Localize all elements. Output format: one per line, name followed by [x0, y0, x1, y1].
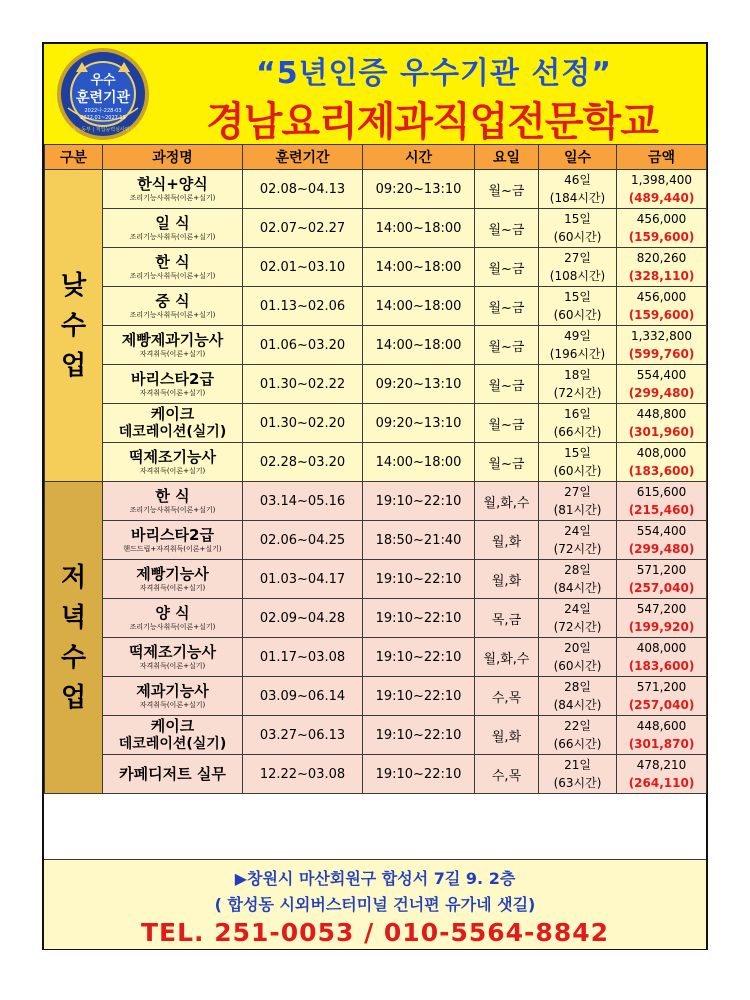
- duration-cell: [539, 248, 617, 287]
- training-period: 01.30~02.20: [243, 404, 363, 443]
- self-pay-price: (489,440): [628, 191, 695, 205]
- duration-days: 49일: [564, 329, 591, 343]
- class-time: 09:20~13:10: [363, 365, 475, 404]
- duration-cell: [539, 521, 617, 560]
- svg-text:훈련기관: 훈련기관: [75, 90, 131, 106]
- training-period: 03.14~05.16: [243, 482, 363, 521]
- class-weekday: 월,화: [475, 521, 539, 560]
- daytime-classes-label: [45, 170, 103, 482]
- course-name: 제과기능사: [136, 682, 209, 700]
- duration-cell: [539, 482, 617, 521]
- table-row: [45, 482, 707, 521]
- course-name-cell: [103, 365, 243, 404]
- duration-days: 46일: [564, 173, 591, 187]
- table-row: [45, 677, 707, 716]
- duration-cell: [539, 365, 617, 404]
- class-time: 14:00~18:00: [363, 209, 475, 248]
- class-time: 14:00~18:00: [363, 443, 475, 482]
- training-period: 01.30~02.22: [243, 365, 363, 404]
- self-pay-price: (159,600): [628, 308, 695, 322]
- duration-cell: [539, 560, 617, 599]
- class-weekday: 월~금: [475, 443, 539, 482]
- duration-cell: [539, 716, 617, 755]
- class-weekday: 월~금: [475, 365, 539, 404]
- duration-days: 20일: [564, 641, 591, 655]
- course-price: 408,000: [636, 641, 687, 655]
- table-row: [45, 170, 707, 209]
- course-name-cell: [103, 677, 243, 716]
- self-pay-price: (159,600): [628, 230, 695, 244]
- duration-cell: [539, 443, 617, 482]
- duration-days: 24일: [564, 524, 591, 538]
- group-label-char: 녁: [60, 602, 87, 633]
- course-name: 제빵기능사: [136, 565, 209, 583]
- price-cell: [617, 755, 707, 794]
- duration-days: 15일: [564, 446, 591, 460]
- course-name: 바리스타2급: [131, 526, 214, 544]
- course-name-cell: [103, 755, 243, 794]
- svg-text:우수: 우수: [90, 73, 116, 88]
- price-cell: [617, 560, 707, 599]
- duration-hours: (60시간): [553, 659, 602, 673]
- duration-hours: (81시간): [553, 503, 602, 517]
- course-name: 중 식: [155, 292, 190, 310]
- class-weekday: 수,목: [475, 677, 539, 716]
- header-period: 훈련기간: [243, 145, 363, 170]
- course-name: 한식+양식: [137, 175, 208, 193]
- course-name: 카페디저트 실무: [119, 765, 226, 783]
- duration-cell: [539, 287, 617, 326]
- course-price: 1,398,400: [630, 173, 693, 187]
- group-label-char: 낮: [60, 270, 87, 301]
- course-schedule-table: [44, 144, 707, 794]
- class-time: 19:10~22:10: [363, 599, 475, 638]
- class-weekday: 월,화: [475, 716, 539, 755]
- duration-hours: (60시간): [553, 230, 602, 244]
- course-note: 조리기능사취득(이론+실기): [129, 506, 216, 514]
- duration-hours: (66시간): [553, 737, 602, 751]
- course-name-cell: [103, 560, 243, 599]
- price-cell: [617, 287, 707, 326]
- training-period: 02.06~04.25: [243, 521, 363, 560]
- price-cell: [617, 209, 707, 248]
- duration-days: 27일: [564, 485, 591, 499]
- self-pay-price: (257,040): [628, 581, 695, 595]
- course-name-cell: [103, 638, 243, 677]
- duration-hours: (72시간): [553, 386, 602, 400]
- training-period: 01.17~03.08: [243, 638, 363, 677]
- self-pay-price: (215,460): [628, 503, 695, 517]
- group-label-char: 수: [60, 310, 87, 341]
- price-cell: [617, 599, 707, 638]
- svg-text:2022나-228-03: 2022나-228-03: [84, 108, 122, 114]
- course-name-cell: [103, 248, 243, 287]
- class-time: 09:20~13:10: [363, 170, 475, 209]
- self-pay-price: (183,600): [628, 659, 695, 673]
- duration-cell: [539, 326, 617, 365]
- course-name-line2: 데코레이션(실기): [118, 736, 227, 752]
- table-row: [45, 326, 707, 365]
- duration-hours: (60시간): [553, 464, 602, 478]
- table-row: [45, 560, 707, 599]
- duration-days: 21일: [564, 758, 591, 772]
- training-period: 01.06~03.20: [243, 326, 363, 365]
- address-line: ▶창원시 마산회원구 합성서 7길 9. 2층: [234, 869, 516, 888]
- course-note: 핸드드립+자격취득(이론+실기): [123, 545, 222, 553]
- duration-hours: (72시간): [553, 542, 602, 556]
- class-time: 19:10~22:10: [363, 755, 475, 794]
- self-pay-price: (301,960): [628, 425, 695, 439]
- course-name-cell: [103, 599, 243, 638]
- table-row: [45, 521, 707, 560]
- price-cell: [617, 404, 707, 443]
- self-pay-price: (301,870): [628, 737, 695, 751]
- self-pay-price: (199,920): [628, 620, 695, 634]
- duration-days: 27일: [564, 251, 591, 265]
- course-price: 571,200: [636, 680, 687, 694]
- course-price: 571,200: [636, 563, 687, 577]
- self-pay-price: (599,760): [628, 347, 695, 361]
- group-label-char: 저: [60, 562, 87, 593]
- duration-cell: [539, 404, 617, 443]
- course-price: 456,000: [636, 290, 687, 304]
- training-period: 02.09~04.28: [243, 599, 363, 638]
- class-time: 18:50~21:40: [363, 521, 475, 560]
- table-row: [45, 599, 707, 638]
- course-name-cell: [103, 326, 243, 365]
- self-pay-price: (183,600): [628, 464, 695, 478]
- table-body: [45, 170, 707, 794]
- table-row: [45, 404, 707, 443]
- course-note: 자격취득(이론+실기): [139, 584, 206, 592]
- class-time: 19:10~22:10: [363, 482, 475, 521]
- price-cell: [617, 716, 707, 755]
- course-price: 1,332,800: [630, 329, 693, 343]
- course-name: 일 식: [155, 214, 190, 232]
- course-name: 한 식: [155, 487, 190, 505]
- course-note: 자격취득(이론+실기): [139, 662, 206, 670]
- course-name: 떡제조기능사: [129, 643, 216, 661]
- training-period: 03.09~06.14: [243, 677, 363, 716]
- table-row: [45, 638, 707, 677]
- training-period: 02.07~02.27: [243, 209, 363, 248]
- class-weekday: 월~금: [475, 326, 539, 365]
- duration-days: 28일: [564, 680, 591, 694]
- header-category: 구분: [45, 145, 103, 170]
- course-name-cell: [103, 482, 243, 521]
- course-name: 제빵제과기능사: [121, 331, 224, 349]
- duration-hours: (108시간): [549, 269, 606, 283]
- course-name-cell: [103, 170, 243, 209]
- price-cell: [617, 365, 707, 404]
- duration-days: 16일: [564, 407, 591, 421]
- duration-days: 24일: [564, 602, 591, 616]
- course-name: 케이크: [150, 717, 195, 735]
- table-row: [45, 716, 707, 755]
- header-weekday: 요일: [475, 145, 539, 170]
- duration-cell: [539, 755, 617, 794]
- table-row: [45, 209, 707, 248]
- course-name-cell: [103, 521, 243, 560]
- duration-hours: (196시간): [549, 347, 606, 361]
- price-cell: [617, 326, 707, 365]
- header-days: 일수: [539, 145, 617, 170]
- class-time: 19:10~22:10: [363, 677, 475, 716]
- course-note: 조리기능사취득(이론+실기): [129, 194, 216, 202]
- price-cell: [617, 677, 707, 716]
- price-cell: [617, 521, 707, 560]
- table-row: [45, 248, 707, 287]
- class-weekday: 월~금: [475, 170, 539, 209]
- training-period: 02.28~03.20: [243, 443, 363, 482]
- duration-hours: (184시간): [549, 191, 606, 205]
- duration-hours: (60시간): [553, 308, 602, 322]
- table-row: [45, 287, 707, 326]
- class-weekday: 월~금: [475, 287, 539, 326]
- course-name: 케이크: [150, 405, 195, 423]
- duration-cell: [539, 170, 617, 209]
- course-note: 조리기능사취득(이론+실기): [129, 623, 216, 631]
- table-row: [45, 443, 707, 482]
- evening-classes-label: [45, 482, 103, 794]
- self-pay-price: (299,480): [628, 542, 695, 556]
- self-pay-price: (257,040): [628, 698, 695, 712]
- price-cell: [617, 170, 707, 209]
- duration-hours: (63시간): [553, 776, 602, 790]
- class-weekday: 목,금: [475, 599, 539, 638]
- duration-cell: [539, 638, 617, 677]
- course-name-line2: 데코레이션(실기): [118, 424, 227, 440]
- course-price: 554,400: [636, 524, 687, 538]
- header-price: 금액: [617, 145, 707, 170]
- course-price: 547,200: [636, 602, 687, 616]
- price-cell: [617, 482, 707, 521]
- course-note: 자격취득(이론+실기): [139, 701, 206, 709]
- address-landmark: ( 합성동 시외버스터미널 건너편 유가네 샛길): [214, 895, 536, 914]
- course-note: 조리기능사취득(이론+실기): [129, 233, 216, 241]
- svg-text:고용노동부 | 직업능력심사평가원: 고용노동부 | 직업능력심사평가원: [66, 127, 140, 133]
- price-cell: [617, 638, 707, 677]
- class-weekday: 월~금: [475, 248, 539, 287]
- course-name: 양 식: [155, 604, 190, 622]
- course-note: 조리기능사취득(이론+실기): [129, 272, 216, 280]
- class-weekday: 월,화,수: [475, 638, 539, 677]
- duration-cell: [539, 209, 617, 248]
- flyer-header: [44, 44, 706, 144]
- course-price: 456,000: [636, 212, 687, 226]
- course-name-cell: [103, 404, 243, 443]
- class-time: 14:00~18:00: [363, 287, 475, 326]
- course-name-cell: [103, 209, 243, 248]
- course-name-cell: [103, 716, 243, 755]
- class-time: 19:10~22:10: [363, 560, 475, 599]
- duration-days: 28일: [564, 563, 591, 577]
- slogan: “5년인증 우수기관 선정”: [255, 56, 613, 91]
- class-weekday: 월,화: [475, 560, 539, 599]
- duration-days: 18일: [564, 368, 591, 382]
- class-time: 19:10~22:10: [363, 716, 475, 755]
- duration-days: 15일: [564, 212, 591, 226]
- table-row: [45, 755, 707, 794]
- flyer-frame: [42, 42, 708, 950]
- group-label-char: 수: [60, 642, 87, 673]
- class-time: 19:10~22:10: [363, 638, 475, 677]
- duration-hours: (84시간): [553, 581, 602, 595]
- group-label-char: 업: [60, 350, 87, 381]
- training-period: 01.13~02.06: [243, 287, 363, 326]
- contact-footer: [44, 859, 706, 949]
- course-note: 자격취득(이론+실기): [139, 467, 206, 475]
- course-note: 조리기능사취득(이론+실기): [129, 311, 216, 319]
- duration-days: 22일: [564, 719, 591, 733]
- self-pay-price: (264,110): [628, 776, 695, 790]
- course-note: 자격취득(이론+실기): [139, 350, 206, 358]
- course-price: 408,000: [636, 446, 687, 460]
- course-name-cell: [103, 443, 243, 482]
- class-time: 14:00~18:00: [363, 248, 475, 287]
- svg-text:2022.01~2027.12: 2022.01~2027.12: [80, 115, 126, 121]
- header-course: 과정명: [103, 145, 243, 170]
- duration-hours: (66시간): [553, 425, 602, 439]
- course-price: 820,260: [636, 251, 687, 265]
- course-name: 한 식: [155, 253, 190, 271]
- class-weekday: 월~금: [475, 209, 539, 248]
- class-weekday: 월,화,수: [475, 482, 539, 521]
- course-name: 떡제조기능사: [129, 448, 216, 466]
- class-time: 14:00~18:00: [363, 326, 475, 365]
- group-label-char: 업: [60, 682, 87, 713]
- self-pay-price: (299,480): [628, 386, 695, 400]
- course-name-cell: [103, 287, 243, 326]
- course-price: 554,400: [636, 368, 687, 382]
- duration-hours: (84시간): [553, 698, 602, 712]
- certification-seal-icon: [48, 48, 158, 140]
- header-time: 시간: [363, 145, 475, 170]
- training-period: 02.01~03.10: [243, 248, 363, 287]
- duration-days: 15일: [564, 290, 591, 304]
- price-cell: [617, 443, 707, 482]
- course-price: 448,800: [636, 407, 687, 421]
- phone-numbers: TEL. 251-0053 / 010-5564-8842: [140, 918, 610, 947]
- table-row: [45, 365, 707, 404]
- course-price: 478,210: [636, 758, 687, 772]
- table-header-row: [45, 145, 707, 170]
- course-note: 자격취득(이론+실기): [139, 389, 206, 397]
- self-pay-price: (328,110): [628, 269, 695, 283]
- course-price: 448,600: [636, 719, 687, 733]
- class-weekday: 월~금: [475, 404, 539, 443]
- duration-cell: [539, 599, 617, 638]
- class-time: 09:20~13:10: [363, 404, 475, 443]
- training-period: 12.22~03.08: [243, 755, 363, 794]
- training-period: 02.08~04.13: [243, 170, 363, 209]
- course-name: 바리스타2급: [131, 370, 214, 388]
- duration-cell: [539, 677, 617, 716]
- training-period: 01.03~04.17: [243, 560, 363, 599]
- duration-hours: (72시간): [553, 620, 602, 634]
- training-period: 03.27~06.13: [243, 716, 363, 755]
- course-price: 615,600: [636, 485, 687, 499]
- class-weekday: 수,목: [475, 755, 539, 794]
- school-name: 경남요리제과직업전문학교: [206, 99, 658, 145]
- price-cell: [617, 248, 707, 287]
